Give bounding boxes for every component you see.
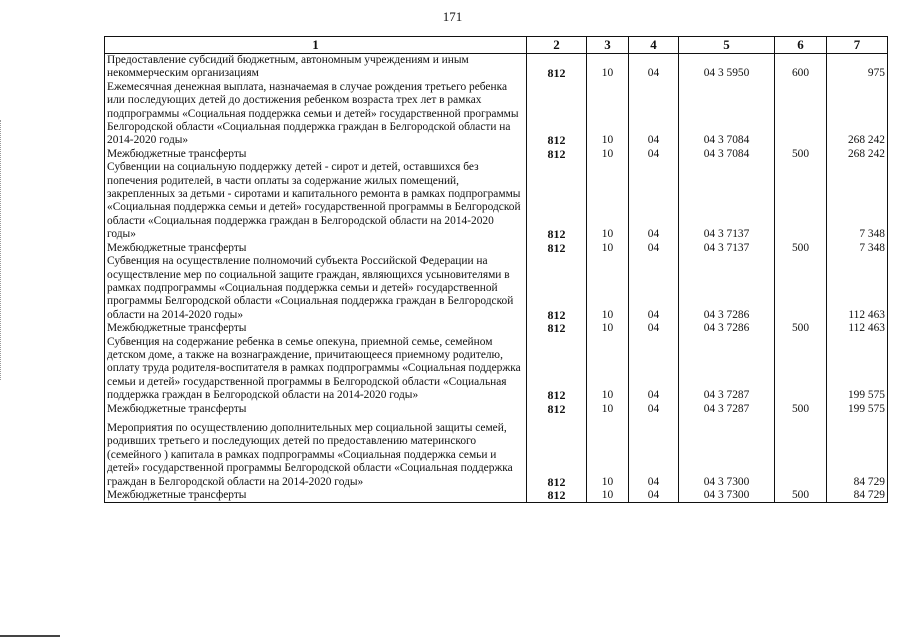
row-rz: 10 — [587, 403, 629, 416]
row-ved: 812 — [527, 489, 587, 503]
column-header-1: 1 — [105, 37, 527, 54]
row-rz: 10 — [587, 322, 629, 335]
row-sum: 199 575 — [827, 403, 888, 416]
row-csr: 04 3 5950 — [679, 54, 775, 81]
row-ved: 812 — [527, 403, 587, 416]
row-name: Межбюджетные трансферты — [105, 242, 527, 255]
table-row — [105, 322, 888, 335]
row-ved: 812 — [527, 242, 587, 255]
row-name: Мероприятия по осуществлению дополнительных мер социальной защиты семей, родивших третьего и последующих детей по предоставлению материнского (семейного ) капитала в рамках подпрограммы «Социальная поддержка семьи и детей» государственной программы Белгородской области «Социальная поддержка граждан в Белгородской области на 2014-2020 годы» — [105, 422, 527, 489]
row-name: Субвенция на осуществление полномочий субъекта Российской Федерации на осуществление мер по социальной защите граждан, являющихся усыновителями в рамках подпрограммы «Социальная поддержка семьи и детей» государственной программы Белгородской области «Социальная поддержка граждан в Белгородской области на 2014-2020 годы» — [105, 255, 527, 322]
row-rz: 10 — [587, 255, 629, 322]
row-sum: 112 463 — [827, 255, 888, 322]
column-header-6: 6 — [775, 37, 827, 54]
row-csr: 04 3 7286 — [679, 322, 775, 335]
row-rz: 10 — [587, 242, 629, 255]
row-rz: 10 — [587, 148, 629, 161]
row-rz: 10 — [587, 161, 629, 241]
row-sum: 268 242 — [827, 81, 888, 148]
row-csr: 04 3 7286 — [679, 255, 775, 322]
row-ved: 812 — [527, 81, 587, 148]
row-pr: 04 — [629, 489, 679, 503]
row-vr: 500 — [775, 322, 827, 335]
row-sum: 975 — [827, 54, 888, 81]
row-pr: 04 — [629, 336, 679, 403]
row-vr: 500 — [775, 242, 827, 255]
row-ved: 812 — [527, 148, 587, 161]
row-name: Предоставление субсидий бюджетным, автономным учреждениям и иным некоммерческим организациям — [105, 54, 527, 81]
row-sum: 84 729 — [827, 422, 888, 489]
row-ved: 812 — [527, 54, 587, 81]
row-vr — [775, 81, 827, 148]
row-pr: 04 — [629, 54, 679, 81]
row-ved: 812 — [527, 322, 587, 335]
page-number: 171 — [442, 9, 463, 24]
row-vr: 500 — [775, 148, 827, 161]
row-rz: 10 — [587, 81, 629, 148]
row-csr: 04 3 7300 — [679, 422, 775, 489]
row-ved: 812 — [527, 336, 587, 403]
row-ved: 812 — [527, 255, 587, 322]
row-pr: 04 — [629, 403, 679, 416]
budget-table — [104, 36, 888, 503]
row-sum: 7 348 — [827, 161, 888, 241]
row-csr: 04 3 7084 — [679, 148, 775, 161]
row-vr: 500 — [775, 403, 827, 416]
row-pr: 04 — [629, 422, 679, 489]
table-row — [105, 489, 888, 503]
column-header-4: 4 — [629, 37, 679, 54]
row-vr: 600 — [775, 54, 827, 81]
row-csr: 04 3 7084 — [679, 81, 775, 148]
row-csr: 04 3 7137 — [679, 161, 775, 241]
row-vr — [775, 422, 827, 489]
row-rz: 10 — [587, 54, 629, 81]
row-pr: 04 — [629, 242, 679, 255]
table-row — [105, 336, 888, 403]
row-sum: 199 575 — [827, 336, 888, 403]
row-csr: 04 3 7300 — [679, 489, 775, 503]
row-sum: 112 463 — [827, 322, 888, 335]
row-pr: 04 — [629, 148, 679, 161]
column-header-7: 7 — [827, 37, 888, 54]
row-rz: 10 — [587, 422, 629, 489]
row-name: Субвенции на социальную поддержку детей - сирот и детей, оставшихся без попечения родителей, в части оплаты за содержание жилых помещений, закрепленных за детьми - сиротами и капитального ремонта в рамках подпрограммы «Социальная поддержка семьи и детей» государственной программы в Белгородской области «Социальная поддержка граждан в Белгородской области на 2014-2020 годы» — [105, 161, 527, 241]
row-name: Межбюджетные трансферты — [105, 322, 527, 335]
row-vr — [775, 336, 827, 403]
row-sum: 268 242 — [827, 148, 888, 161]
table-row — [105, 148, 888, 161]
row-csr: 04 3 7137 — [679, 242, 775, 255]
row-csr: 04 3 7287 — [679, 403, 775, 416]
column-header-3: 3 — [587, 37, 629, 54]
row-rz: 10 — [587, 336, 629, 403]
row-ved: 812 — [527, 161, 587, 241]
row-vr — [775, 161, 827, 241]
table-row — [105, 81, 888, 148]
row-vr — [775, 255, 827, 322]
row-sum: 7 348 — [827, 242, 888, 255]
table-row — [105, 422, 888, 489]
row-name: Межбюджетные трансферты — [105, 148, 527, 161]
scan-bottom-line — [0, 635, 60, 637]
row-pr: 04 — [629, 255, 679, 322]
table-row — [105, 161, 888, 241]
row-sum: 84 729 — [827, 489, 888, 503]
row-pr: 04 — [629, 81, 679, 148]
scan-edge-marks — [0, 120, 4, 380]
table-row — [105, 403, 888, 416]
row-vr: 500 — [775, 489, 827, 503]
table-header-row — [105, 37, 888, 54]
row-csr: 04 3 7287 — [679, 336, 775, 403]
row-name: Ежемесячная денежная выплата, назначаемая в случае рождения третьего ребенка или последующих детей до достижения ребенком возраста трех лет в рамках подпрограммы «Социальная поддержка семьи и детей» государственной программы Белгородской области «Социальная поддержка граждан в Белгородской области на 2014-2020 годы» — [105, 81, 527, 148]
column-header-5: 5 — [679, 37, 775, 54]
row-name: Субвенция на содержание ребенка в семье опекуна, приемной семье, семейном детском доме, а также на вознаграждение, причитающееся приемному родителю, оплату труда родителя-воспитателя в рамках подпрограммы «Социальная поддержка семьи и детей» государственной программы в Белгородской области «Социальная поддержка граждан в Белгородской области на 2014-2020 годы» — [105, 336, 527, 403]
row-name: Межбюджетные трансферты — [105, 403, 527, 416]
row-pr: 04 — [629, 161, 679, 241]
row-name: Межбюджетные трансферты — [105, 489, 527, 503]
row-ved: 812 — [527, 422, 587, 489]
row-pr: 04 — [629, 322, 679, 335]
column-header-2: 2 — [527, 37, 587, 54]
table-row — [105, 54, 888, 81]
table-row — [105, 255, 888, 322]
table-row — [105, 242, 888, 255]
row-rz: 10 — [587, 489, 629, 503]
